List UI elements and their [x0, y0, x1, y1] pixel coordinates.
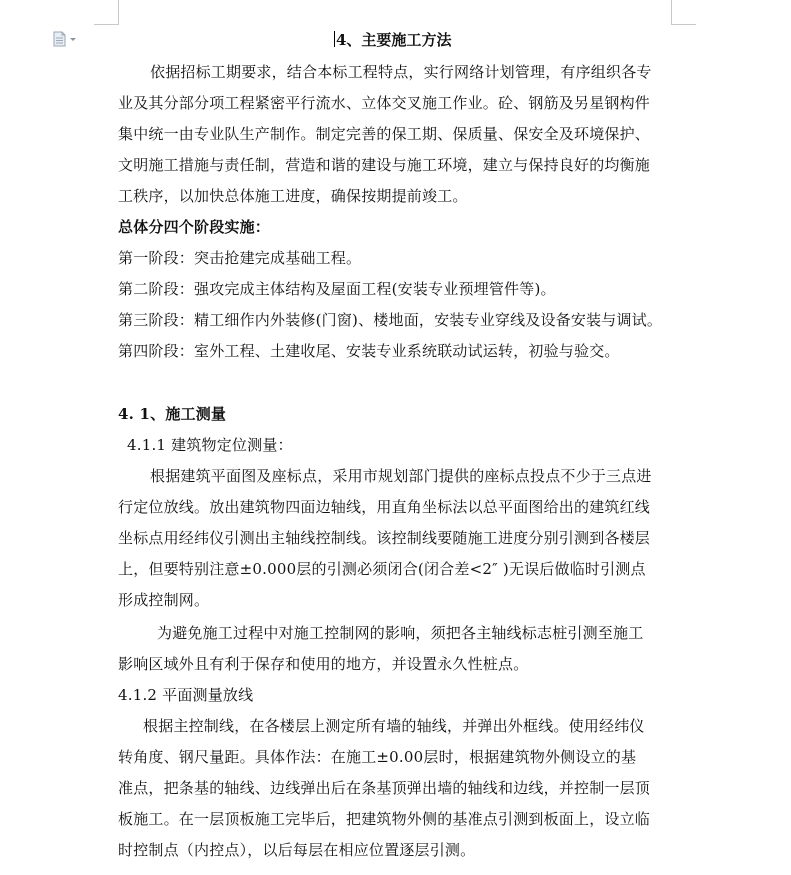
section-412-line-1: 根据主控制线，在各楼层上测定所有墙的轴线，并弹出外框线。使用经纬仪 [143, 717, 645, 735]
document-icon[interactable] [52, 31, 78, 47]
crop-mark-top-right-horizontal [671, 24, 696, 25]
section-412-line-3: 准点，把条基的轴线、边线弹出后在条基顶弹出墙的轴线和边线，并控制一层顶 [118, 779, 651, 797]
section-411-line-4: 上，但要特别注意±0.000层的引测必须闭合(闭合差<2″ )无误后做临时引测点 [118, 560, 646, 578]
section-412-line-5: 时控制点（内控点），以后每层在相应位置逐层引测。 [118, 841, 476, 859]
crop-mark-top-right-vertical [671, 0, 672, 24]
section-412-line-4: 板施工。在一层顶板施工完毕后，把建筑物外侧的基准点引测到板面上，设立临 [118, 810, 651, 828]
intro-line-4: 文明施工措施与责任制，营造和谐的建设与施工环境，建立与保持良好的均衡施 [118, 156, 651, 174]
section-411-line-1: 根据建筑平面图及座标点，采用市规划部门提供的座标点投点不少于三点进 [150, 467, 652, 485]
section-title-text: 4、主要施工方法 [336, 31, 452, 49]
phases-heading: 总体分四个阶段实施： [118, 218, 271, 236]
phase-4: 第四阶段：室外工程、土建收尾、安装专业系统联动试运转，初验与验交。 [118, 342, 620, 360]
section-411-para2-line-2: 影响区域外且有利于保存和使用的地方，并设置永久性桩点。 [118, 655, 529, 673]
intro-line-3: 集中统一由专业队生产制作。制定完善的保工期、保质量、保安全及环境保护、 [118, 125, 651, 143]
section-412-line-2: 转角度、钢尺量距。具体作法：在施工±0.00层时，根据建筑物外侧设立的基 [118, 748, 637, 766]
section-411-line-2: 行定位放线。放出建筑物四面边轴线，用直角坐标法以总平面图给出的建筑红线 [118, 498, 651, 516]
section-41-heading: 4. 1、施工测量 [118, 405, 227, 423]
section-411-line-3: 坐标点用经纬仪引测出主轴线控制线。该控制线要随施工进度分别引测到各楼层 [118, 529, 651, 547]
section-411-heading: 4.1.1 建筑物定位测量： [127, 436, 293, 454]
section-title [334, 30, 451, 50]
section-412-heading: 4.1.2 平面测量放线 [118, 686, 254, 704]
section-411-line-5: 形成控制网。 [118, 591, 210, 609]
text-cursor [334, 31, 335, 47]
intro-line-5: 工秩序，以加快总体施工进度，确保按期提前竣工。 [118, 187, 468, 205]
section-411-para2-line-1: 为避免施工过程中对施工控制网的影响，须把各主轴线标志桩引测至施工 [157, 624, 644, 642]
crop-mark-top-left-vertical [118, 0, 119, 24]
intro-line-2: 业及其分部分项工程紧密平行流水、立体交叉施工作业。砼、钢筋及另星钢构件 [118, 94, 651, 112]
crop-mark-top-left-horizontal [94, 24, 119, 25]
phase-1: 第一阶段：突击抢建完成基础工程。 [118, 249, 362, 267]
intro-line-1: 依据招标工期要求，结合本标工程特点，实行网络计划管理，有序组织各专 [150, 63, 652, 81]
phase-3: 第三阶段：精工细作内外装修(门窗)、楼地面，安装专业穿线及设备安装与调试。 [118, 311, 663, 329]
phase-2: 第二阶段：强攻完成主体结构及屋面工程(安装专业预埋管件等)。 [118, 280, 556, 298]
